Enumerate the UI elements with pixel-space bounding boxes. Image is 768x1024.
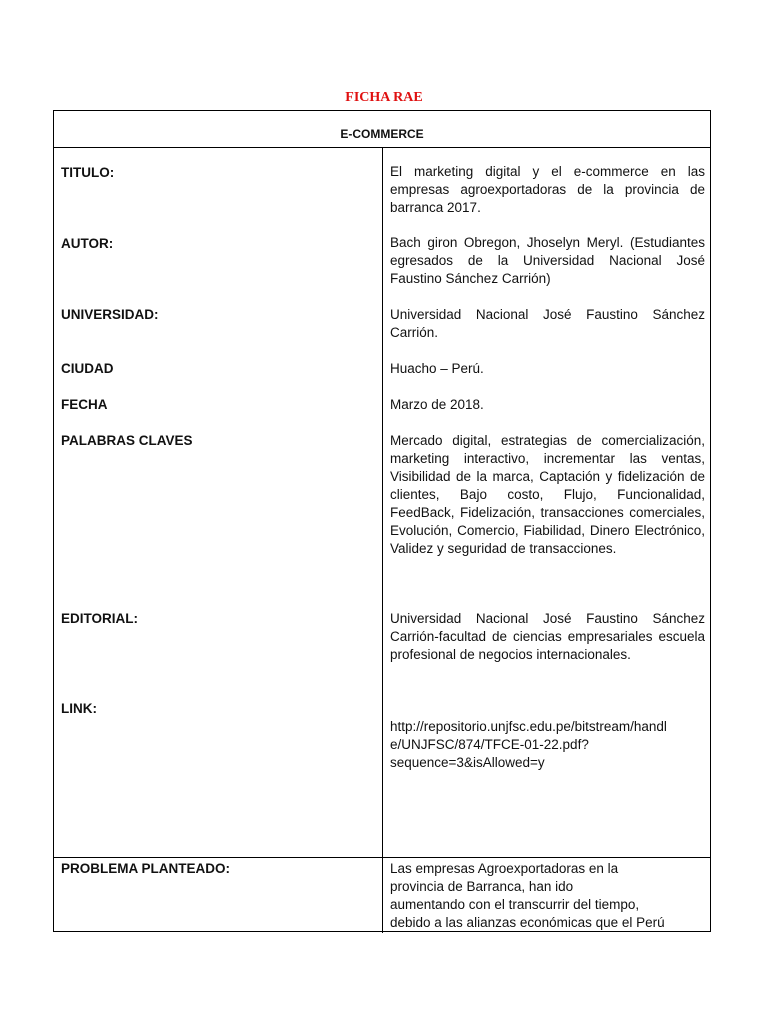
link-line[interactable]: http://repositorio.unjfsc.edu.pe/bitstream/handl — [390, 719, 667, 734]
field-value-universidad: Universidad Nacional José Faustino Sánchez Carrión. — [390, 307, 705, 340]
field-label-palabras-claves: PALABRAS CLAVES — [61, 433, 193, 448]
problema-line: provincia de Barranca, han ido — [390, 879, 574, 894]
problema-line: aumentando con el transcurrir del tiempo, — [390, 897, 640, 912]
link-line[interactable]: e/UNJFSC/874/TFCE-01-22.pdf? — [390, 737, 589, 752]
field-value-palabras-claves: Mercado digital, estrategias de comercialización, marketing interactivo, incrementar las ventas, Visibilidad de la marca, Captación y fidelización de clientes, Bajo costo, Flujo, Funcionalidad, FeedBack, Fidelización, transacciones comerciales, Evolución, Comercio, Fiabilidad, Dinero Electrónico, Validez y seguridad de transacciones. — [390, 433, 705, 556]
field-label-universidad: UNIVERSIDAD: — [61, 307, 159, 322]
field-label-link: LINK: — [61, 701, 97, 716]
field-value-titulo: El marketing digital y el e-commerce en las empresas agroexportadoras de la provincia de barranca 2017. — [390, 164, 705, 215]
field-value-ciudad: Huacho – Perú. — [390, 361, 484, 376]
ficha-table — [53, 110, 711, 932]
link-line[interactable]: sequence=3&isAllowed=y — [390, 755, 545, 770]
problema-line: debido a las alianzas económicas que el Perú — [390, 915, 665, 930]
field-label-autor: AUTOR: — [61, 236, 114, 251]
field-value-link[interactable] — [390, 718, 705, 772]
field-label-titulo: TITULO: — [61, 165, 115, 180]
field-value-autor: Bach giron Obregon, Jhoselyn Meryl. (Estudiantes egresados de la Universidad Nacional José Faustino Sánchez Carrión) — [390, 235, 705, 286]
field-value-fecha: Marzo de 2018. — [390, 397, 484, 412]
field-label-editorial: EDITORIAL: — [61, 611, 138, 626]
field-label-ciudad: CIUDAD — [61, 361, 114, 376]
field-value-editorial: Universidad Nacional José Faustino Sánchez Carrión-facultad de ciencias empresariales escuela profesional de negocios internacionales. — [390, 611, 705, 662]
column-divider — [382, 148, 383, 933]
row-separator — [54, 857, 710, 858]
problema-line: Las empresas Agroexportadoras en la — [390, 861, 619, 876]
document-title: FICHA RAE — [345, 90, 423, 105]
field-value-problema-planteado — [390, 860, 705, 932]
field-label-problema-planteado: PROBLEMA PLANTEADO: — [61, 861, 230, 876]
field-label-fecha: FECHA — [61, 397, 108, 412]
section-header: E-COMMERCE — [54, 111, 710, 148]
